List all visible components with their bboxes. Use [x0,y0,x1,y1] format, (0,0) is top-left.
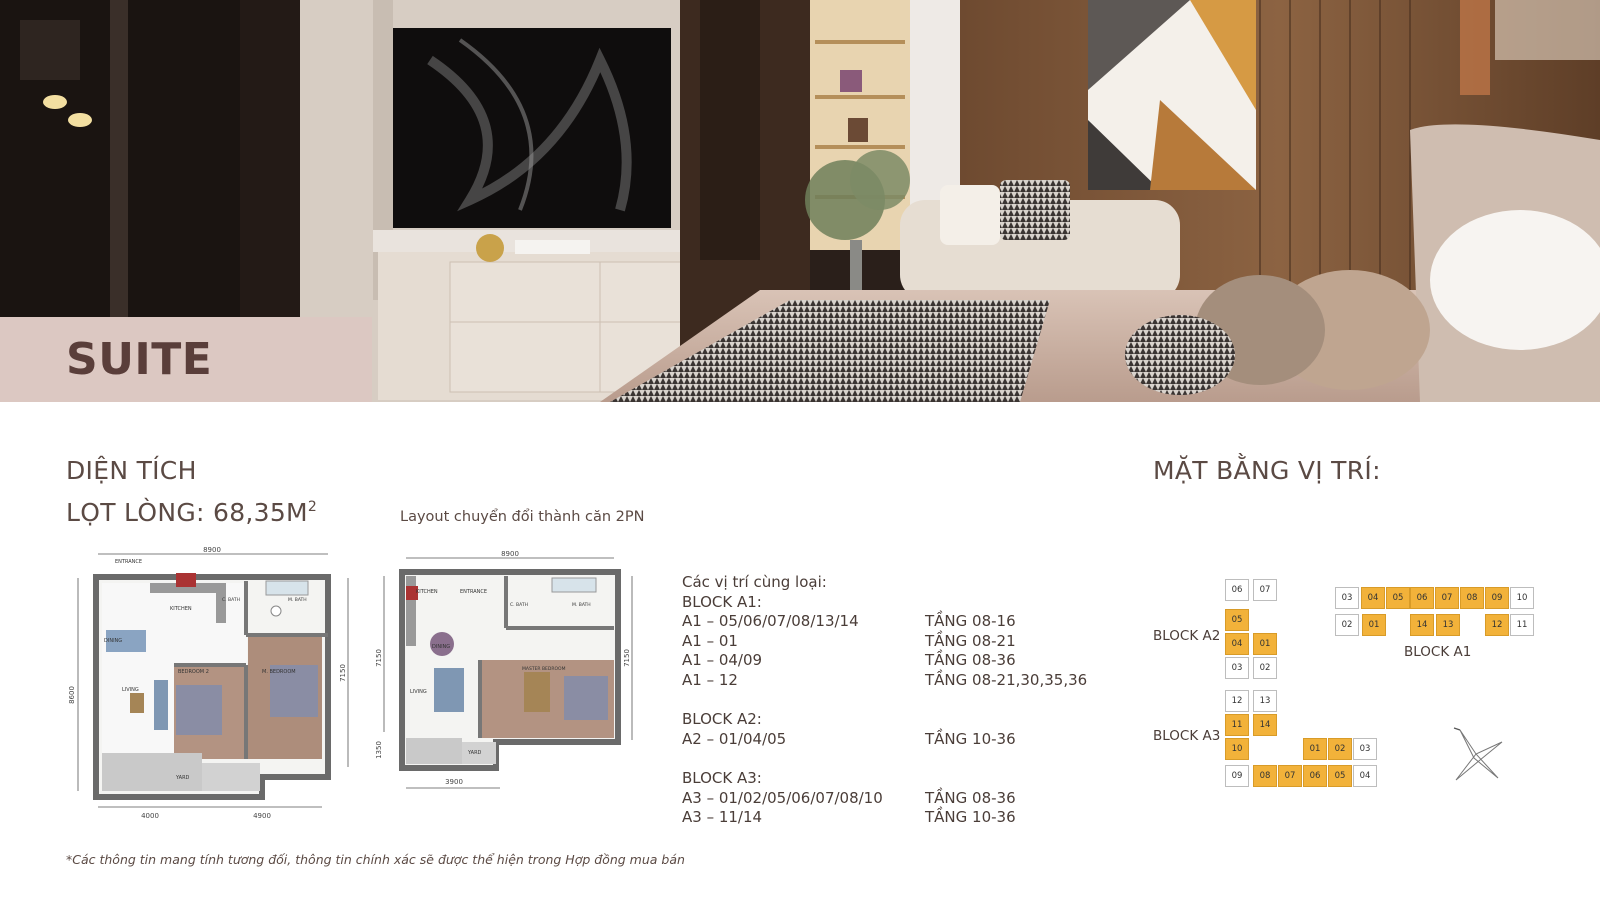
a3-unit-02: 02 [1328,738,1352,760]
a3-unit-08: 08 [1253,765,1277,787]
a1-unit-14: 14 [1410,614,1434,636]
page-title: SUITE [66,334,213,385]
list-item [682,632,1087,652]
room-kitchen: KITCHEN [170,606,192,612]
a3-unit-06: 06 [1303,765,1327,787]
room-m-bath: M. BATH [572,603,591,608]
units: A3 – 11/14 [682,808,763,827]
dim-bottom: 3900 [445,778,463,786]
a1-unit-13: 13 [1436,614,1460,636]
a3-unit-09: 09 [1225,765,1249,787]
units: A3 – 01/02/05/06/07/08/10 [682,788,883,807]
floor-plan-original [66,545,366,825]
room-dining: DINING [104,638,123,644]
floors: TẦNG 08-21 [925,631,1016,650]
site-map-title: MẶT BẰNG VỊ TRÍ: [1153,456,1381,485]
units: A1 – 12 [682,670,738,689]
units: A1 – 04/09 [682,651,763,670]
room-bedroom2: BEDROOM 2 [178,669,209,675]
a1-unit-11: 11 [1510,614,1534,636]
label-block-a1: BLOCK A1 [1404,644,1472,660]
block-a1-heading: BLOCK A1: [682,592,762,611]
list-item [682,808,1087,828]
dim-top: 8900 [501,550,519,558]
a2-unit-04: 04 [1225,633,1249,655]
a3-unit-10: 10 [1225,738,1249,760]
room-m-bath: M. BATH [288,598,307,603]
room-yard: YARD [176,775,190,781]
compass-icon [1446,724,1508,786]
a3-unit-14: 14 [1253,714,1277,736]
room-entrance: ENTRANCE [460,589,488,595]
dim-left: 7150 [375,649,383,667]
floor-plan-2pn [376,548,646,808]
label-block-a3: BLOCK A3 [1153,728,1221,744]
a2-unit-02: 02 [1253,657,1277,679]
footnote: *Các thông tin mang tính tương đối, thông tin chính xác sẽ được thể hiện trong Hợp đồng mua bán [66,852,685,867]
info-intro: Các vị trí cùng loại: [682,573,827,591]
a1-unit-08: 08 [1460,587,1484,609]
room-m-bedroom: M. BEDROOM [262,669,296,675]
area-value-text: LỌT LÒNG: 68,35M [66,498,308,527]
dim-top: 8900 [203,546,221,554]
area-value [66,498,317,527]
a1-unit-05: 05 [1386,587,1410,609]
a1-unit-12: 12 [1485,614,1509,636]
a1-unit-04: 04 [1361,587,1385,609]
room-living: LIVING [122,687,139,693]
floors: TẦNG 08-36 [925,651,1016,670]
floors: TẦNG 08-21,30,35,36 [925,670,1088,689]
a1-unit-06: 06 [1410,587,1434,609]
a3-unit-03: 03 [1353,738,1377,760]
dim-right: 7150 [623,649,631,667]
a1-unit-07: 07 [1435,587,1459,609]
list-item [682,612,1087,632]
layout-note: Layout chuyển đổi thành căn 2PN [400,509,645,525]
a1-unit-09: 09 [1485,587,1509,609]
room-living: LIVING [410,689,427,695]
a2-unit-03: 03 [1225,657,1249,679]
dim-bottom-a: 4000 [141,812,159,820]
a3-unit-13: 13 [1253,690,1277,712]
floors: TẦNG 10-36 [925,808,1016,827]
block-a2-heading: BLOCK A2: [682,710,762,729]
room-master: MASTER BEDROOM [522,667,566,672]
room-yard: YARD [468,750,482,756]
a1-unit-02: 02 [1335,614,1359,636]
a3-unit-04: 04 [1353,765,1377,787]
a3-unit-05: 05 [1328,765,1352,787]
a2-unit-05: 05 [1225,609,1249,631]
room-dining: DINING [432,644,451,650]
a2-unit-07: 07 [1253,579,1277,601]
a3-unit-07: 07 [1278,765,1302,787]
a2-unit-06: 06 [1225,579,1249,601]
room-c-bath: C. BATH [222,598,240,603]
room-entrance: ENTRANCE [115,559,143,565]
a1-unit-10: 10 [1510,587,1534,609]
area-heading: DIỆN TÍCH [66,456,197,485]
unit-info [682,573,1087,828]
room-kitchen: KITCHEN [416,589,438,595]
hero-image [0,0,1600,402]
room-c-bath: C. BATH [510,603,528,608]
list-item [682,730,1087,750]
block-a3-heading: BLOCK A3: [682,768,762,787]
a1-unit-01: 01 [1362,614,1386,636]
floors: TẦNG 08-16 [925,612,1016,631]
floors: TẦNG 10-36 [925,729,1016,748]
list-item [682,671,1087,691]
units: A1 – 01 [682,631,738,650]
dim-left: 8600 [68,686,76,704]
floors: TẦNG 08-36 [925,788,1016,807]
dim-bottom-b: 4900 [253,812,271,820]
a2-unit-01: 01 [1253,633,1277,655]
a3-unit-11: 11 [1225,714,1249,736]
a3-unit-12: 12 [1225,690,1249,712]
units: A1 – 05/06/07/08/13/14 [682,612,859,631]
list-item [682,651,1087,671]
list-item [682,789,1087,809]
label-block-a2: BLOCK A2 [1153,628,1221,644]
units: A2 – 01/04/05 [682,729,787,748]
dim-left2: 1350 [375,741,383,759]
dim-right: 7150 [339,664,347,682]
a3-unit-01: 01 [1303,738,1327,760]
a1-unit-03: 03 [1335,587,1359,609]
area-unit-sup: 2 [307,499,318,515]
